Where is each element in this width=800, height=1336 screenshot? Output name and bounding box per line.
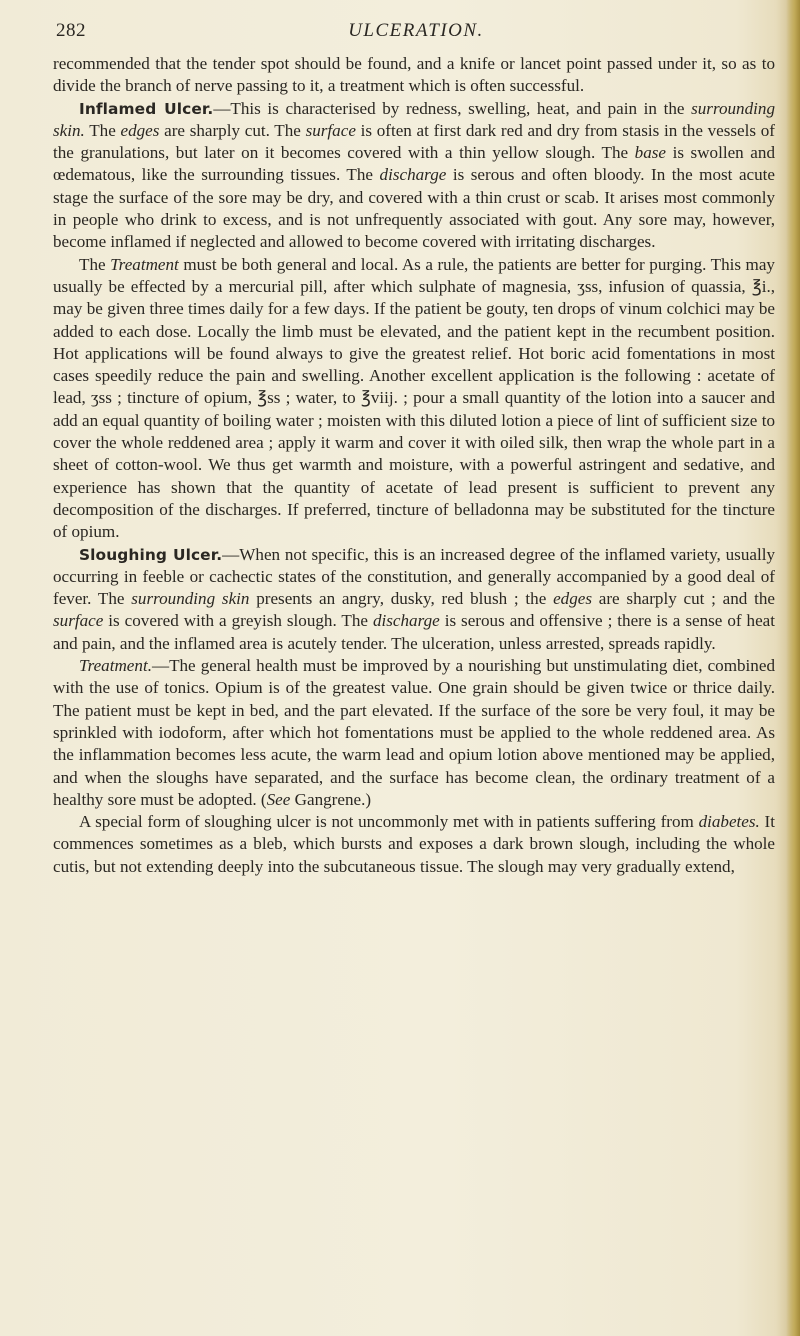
paragraph-text: —When not specific, this is an increased degree of the inflamed variety, usually occurring in feeble or cachectic states of the constitution, and generally accompanied by a good deal of fever. The [53,544,775,609]
emphasis: discharge [379,165,447,185]
paragraph-text: is often at first dark red and dry from stasis in the vessels of the granulations, but later on it becomes covered with a thin yellow slough. The [53,120,775,163]
paragraph-text: is serous and offensive ; there is a sense of heat and pain, and the inflamed area is acutely tender. The ulceration, unless arrested, spreads rapidly. [53,611,775,653]
emphasis: Treatment. [79,656,152,676]
paragraph-text: A special form of sloughing ulcer is not uncommonly met with in patients suffering from [79,812,699,832]
emphasis: edges [553,589,593,609]
page-header [56,20,776,54]
body-text [53,53,775,878]
paragraph-diabetic-ulcer [53,811,775,878]
paragraph-text: recommended that the tender spot should be found, and a knife or lancet point passed under it, so as to divide the branch of nerve passing to it, a treatment which is often successful. [53,54,775,96]
emphasis: diabetes. [698,812,760,832]
emphasis: surface [305,120,356,140]
paragraph-text: is covered with a greyish slough. The [103,611,373,631]
emphasis: surrounding skin. [53,98,775,140]
running-head: ULCERATION. [348,20,484,41]
emphasis: base [634,143,666,163]
paragraph-text: The [79,254,111,274]
paragraph-text: It commences sometimes as a bleb, which bursts and exposes a dark brown slough, including the whole cutis, but not extending deeply into the subcutaneous tissue. The slough may very gradually extend, [53,812,775,876]
emphasis: discharge [372,611,440,631]
emphasis: See [266,789,291,809]
paragraph-text: —The general health must be improved by a nourishing but unstimulating diet, combined with the use of tonics. Opium is of the greatest value. One grain should be given twice or thrice daily. The patient must be kept in bed, and the part elevated. If the surface of the sore be very foul, it may be sprinkled with iodoform, after which hot fomentations must be applied to the whole reddened area. As the inflammation becomes less acute, the warm lead and opium lotion above mentioned may be applied, and when the sloughs have separated, and the surface has become clean, the ordinary treatment of a healthy sore must be adopted. ( [53,656,775,809]
paragraph-text: are sharply cut ; and the [592,589,775,609]
paragraph-inflamed-ulcer [53,98,775,254]
paragraph-continuation [53,53,775,98]
paragraph-text: The [84,120,121,140]
page-number: 282 [56,20,86,41]
emphasis: Treatment [110,254,179,274]
section-heading-sloughing-ulcer: Sloughing Ulcer. [79,545,223,564]
paragraph-text: are sharply cut. The [159,120,306,140]
emphasis: surrounding skin [131,589,250,609]
paragraph-inflamed-treatment [53,254,775,544]
paragraph-text: —This is characterised by redness, swelling, heat, and pain in the [213,98,692,118]
paragraph-text: is serous and often bloody. In the most acute stage the surface of the sore may be dry, and covered with a thin crust or scab. It arises most commonly in people who drink to excess, and is not unfrequently associated with gout. Any sore may, however, become inflamed if neglected and allowed to become covered with irritating discharges. [53,165,776,252]
page-edge-shadow [786,0,800,1336]
paragraph-text: must be both general and local. As a rule, the patients are better for purging. This may usually be effected by a mercurial pill, after which sulphate of magnesia, ʒss, infusion of quassia, ℥i., may be given three times daily for a few days. If the patient be gouty, ten drops of vinum colchici may be added to each dose. Locally the limb must be elevated, and the patient kept in the recumbent position. Hot applications will be found always to give the greatest relief. Hot boric acid fomentations in most cases speedily reduce the pain and swelling. Another excellent application is the following : acetate of lead, ʒss ; tincture of opium, ℥ss ; water, to ℥viij. ; pour a small quantity of the lotion into a saucer and add an equal quantity of boiling water ; moisten with this diluted lotion a piece of lint of sufficient size to cover the whole reddened area ; apply it warm and cover it with oiled silk, then wrap the whole part in a sheet of cotton-wool. We thus get warmth and moisture, with a powerful astringent and sedative, and experience has shown that the quantity of acetate of lead present is sufficient to prevent any decomposition of the discharges. If preferred, tincture of belladonna may be substituted for the tincture of opium. [53,254,775,542]
paragraph-text: presents an angry, dusky, red blush ; the [249,589,554,609]
paragraph-sloughing-ulcer [53,544,775,655]
emphasis: surface [53,611,104,631]
section-heading-inflamed-ulcer: Inflamed Ulcer. [79,99,214,118]
emphasis: edges [120,120,160,140]
paragraph-text: is swollen and œdematous, like the surrounding tissues. The [53,143,775,185]
paragraph-text: Gangrene.) [290,789,372,809]
paragraph-sloughing-treatment [53,655,775,811]
